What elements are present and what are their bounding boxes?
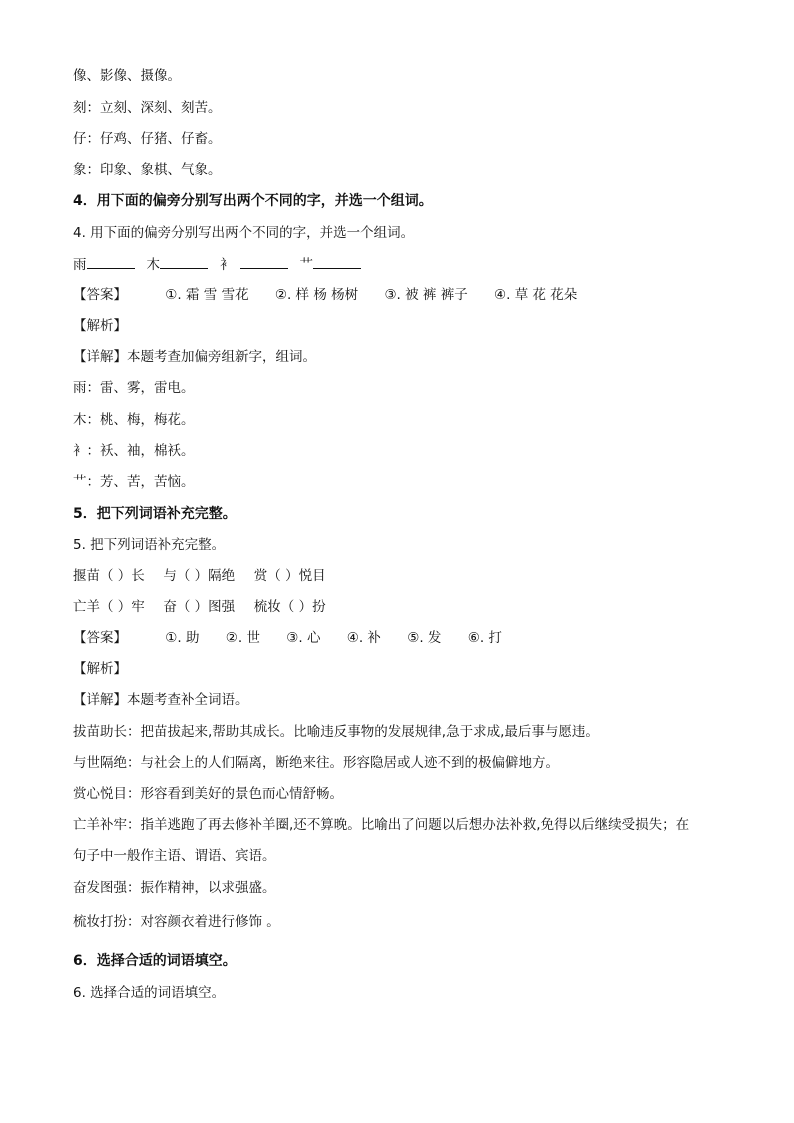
answer-item: ⑤. 发 [407, 630, 442, 646]
question-6-title: 6．选择合适的词语填空。 [73, 953, 237, 969]
text-line: 雨：雷、雾，雷电。 [73, 380, 195, 396]
radical: 衤 [220, 257, 234, 273]
detail-text: 【详解】本题考查加偏旁组新字，组词。 [73, 349, 316, 365]
answer-tag: 【答案】 [73, 287, 127, 303]
answer-item: ①. 霜 雪 雪花 [165, 287, 249, 303]
answer-row [73, 629, 524, 647]
text-line: 与世隔绝：与社会上的人们隔离，断绝来往。形容隐居或人迹不到的极偏僻地方。 [73, 755, 559, 771]
text-line: 像、影像、摄像。 [73, 68, 181, 84]
fill-item: 奋（ ）图强 [163, 599, 236, 615]
fill-item: 揠苗（ ）长 [73, 568, 145, 584]
blank-line [313, 255, 361, 269]
answer-item: ②. 世 [225, 630, 260, 646]
answer-row [73, 286, 599, 304]
text-line: 亡羊补牢：指羊逃跑了再去修补羊圈,还不算晚。比喻出了问题以后想办法补救,免得以后继续受损失；在 [73, 817, 690, 833]
fill-item: 赏（ ）悦目 [253, 568, 326, 584]
answer-item: ②. 样 杨 杨树 [274, 287, 359, 303]
answer-item: ⑥. 打 [467, 630, 502, 646]
question-5-title: 5．把下列词语补充完整。 [73, 506, 237, 522]
blank-line [87, 255, 135, 269]
analysis-tag: 【解析】 [73, 318, 127, 334]
question-4-text: 4. 用下面的偏旁分别写出两个不同的字，并选一个组词。 [73, 225, 415, 241]
answer-item: ③. 被 裤 裤子 [384, 287, 468, 303]
fill-row [73, 567, 326, 585]
radical: 雨 [73, 257, 87, 273]
fill-item: 与（ ）隔绝 [163, 568, 236, 584]
answer-item: ①. 助 [165, 630, 200, 646]
text-line: 刻：立刻、深刻、刻苦。 [73, 100, 222, 116]
text-line: 奋发图强：振作精神，以求强盛。 [73, 880, 276, 896]
fill-item: 亡羊（ ）牢 [73, 599, 145, 615]
text-line: 仔：仔鸡、仔猪、仔畜。 [73, 131, 222, 147]
fill-item: 梳妆（ ）扮 [253, 599, 326, 615]
text-line: 句子中一般作主语、谓语、宾语。 [73, 848, 276, 864]
text-line: 衤：袄、袖，棉袄。 [73, 443, 195, 459]
question-4-title: 4．用下面的偏旁分别写出两个不同的字，并选一个组词。 [73, 193, 433, 209]
text-line: 梳妆打扮：对容颜衣着进行修饰 。 [73, 914, 280, 930]
text-line: 赏心悦目：形容看到美好的景色而心情舒畅。 [73, 786, 343, 802]
blank-line [160, 255, 208, 269]
detail-text: 【详解】本题考查补全词语。 [73, 692, 249, 708]
radical: 木 [146, 257, 160, 273]
answer-tag: 【答案】 [73, 630, 127, 646]
analysis-tag: 【解析】 [73, 661, 127, 677]
blank-line [240, 255, 288, 269]
text-line: 拔苗助长：把苗拔起来,帮助其成长。比喻违反事物的发展规律,急于求成,最后事与愿违。 [73, 724, 599, 740]
fill-row [73, 598, 326, 616]
answer-item: ④. 补 [346, 630, 381, 646]
radical: 艹 [299, 257, 313, 273]
text-line: 艹：芳、苦，苦恼。 [73, 474, 195, 490]
question-5-text: 5. 把下列词语补充完整。 [73, 537, 226, 553]
question-6-text: 6. 选择合适的词语填空。 [73, 985, 226, 1001]
text-line: 象：印象、象棋、气象。 [73, 162, 222, 178]
answer-item: ③. 心 [286, 630, 321, 646]
radical-blanks-row [73, 255, 361, 274]
text-line: 木：桃、梅，梅花。 [73, 412, 195, 428]
answer-item: ④. 草 花 花朵 [494, 287, 578, 303]
